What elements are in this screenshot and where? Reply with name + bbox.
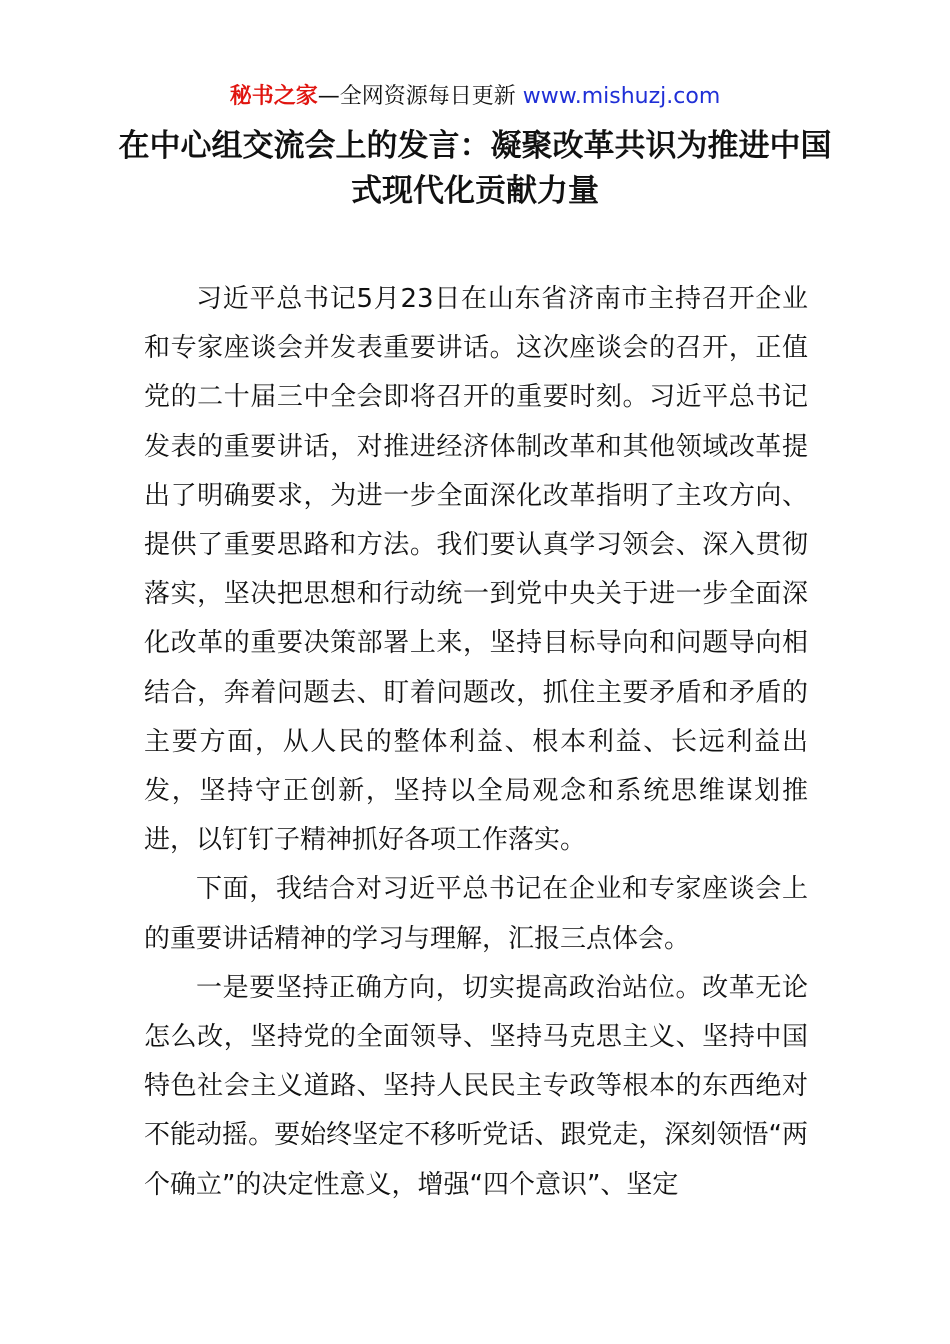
paragraph-2: 下面，我结合对习近平总书记在企业和专家座谈会上的重要讲话精神的学习与理解，汇报三点体会。	[144, 874, 808, 954]
header-tagline: —全网资源每日更新	[317, 84, 523, 109]
document-title: 在中心组交流会上的发言：凝聚改革共识为推进中国式现代化贡献力量	[118, 128, 832, 209]
paragraph-1: 习近平总书记5月23日在山东省济南市主持召开企业和专家座谈会并发表重要讲话。这次座谈会的召开，正值党的二十届三中全会即将召开的重要时刻。习近平总书记发表的重要讲话，对推进经济体制改革和其他领域改革提出了明确要求，为进一步全面深化改革指明了主攻方向、提供了重要思路和方法。我们要认真学习领会、深入贯彻落实，坚决把思想和行动统一到党中央关于进一步全面深化改革的重要决策部署上来，坚持目标导向和问题导向相结合，奔着问题去、盯着问题改，抓住主要矛盾和矛盾的主要方面，从人民的整体利益、根本利益、长远利益出发，坚持守正创新，坚持以全局观念和系统思维谋划推进，以钉钉子精神抓好各项工作落实。	[144, 284, 808, 856]
brand-name: 秘书之家	[229, 84, 318, 109]
site-link[interactable]: www.mishuzj.com	[522, 84, 721, 109]
site-header	[0, 82, 950, 112]
paragraph-3: 一是要坚持正确方向，切实提高政治站位。改革无论怎么改，坚持党的全面领导、坚持马克思主义、坚持中国特色社会主义道路、坚持人民民主专政等根本的东西绝对不能动摇。要始终坚定不移听党话、跟党走，深刻领悟“两个确立”的决定性意义，增强“四个意识”、坚定	[144, 972, 808, 1200]
document-body	[144, 275, 808, 1210]
